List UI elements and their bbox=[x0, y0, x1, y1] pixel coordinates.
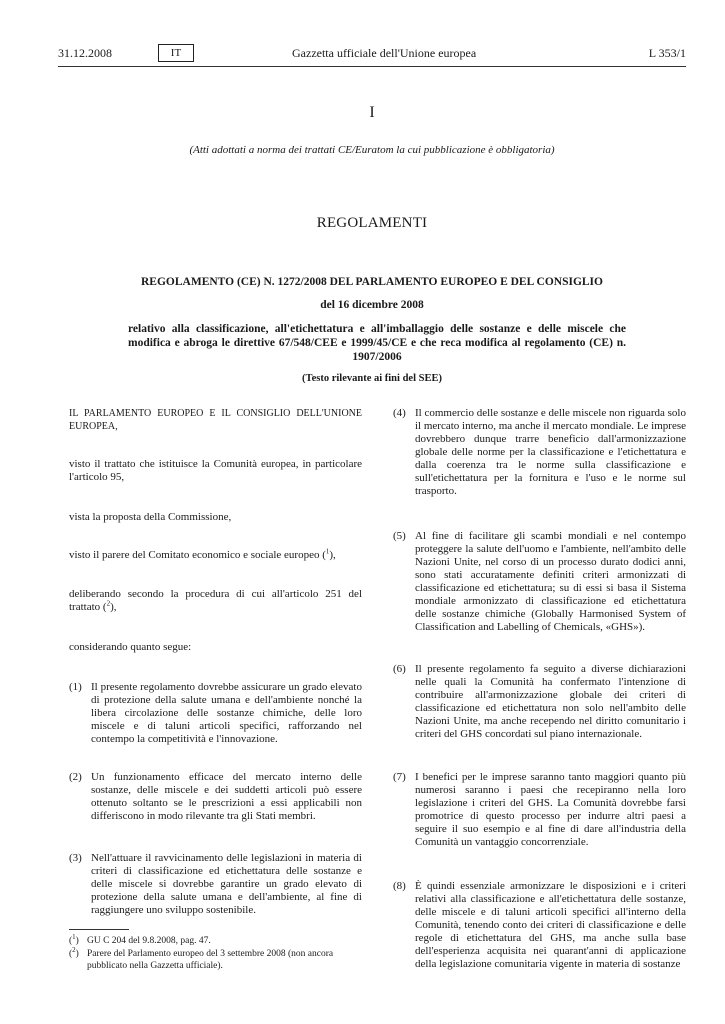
header-rule bbox=[58, 66, 686, 67]
language-code-badge: IT bbox=[158, 44, 194, 62]
recital-number: (2) bbox=[69, 771, 82, 783]
recital-8 bbox=[393, 880, 686, 978]
recital-number: (4) bbox=[393, 407, 406, 419]
recital-number: (1) bbox=[69, 681, 82, 693]
preamble-opening: IL PARLAMENTO EUROPEO E IL CONSIGLIO DELL'UNIONE EUROPEA, bbox=[69, 408, 362, 432]
visto-trattato: visto il trattato che istituisce la Comunità europea, in particolare l'articolo 95, bbox=[69, 458, 362, 483]
footnote-ref-2[interactable]: 2 bbox=[106, 599, 111, 608]
footnote-rule bbox=[69, 929, 129, 930]
page-reference: L 353/1 bbox=[648, 46, 686, 60]
regulation-title: REGOLAMENTO (CE) N. 1272/2008 DEL PARLAMENTO EUROPEO E DEL CONSIGLIO bbox=[141, 276, 603, 288]
recital-text: Il commercio delle sostanze e delle miscele non riguarda solo il mercato interno, ma anche il mercato mondiale. Le imprese dovrebbero dunque trarre beneficio dall'armonizzazione globale delle norme per la classificazione e l'etichettatura e dalla coerenza tra le norme sulla classificazione e sull'etichettatura per la fornitura e l'uso e le norme sul trasporto. bbox=[415, 407, 686, 497]
recital-4 bbox=[393, 407, 686, 503]
recital-text: Nell'attuare il ravvicinamento delle legislazioni in materia di criteri di classificazione ed etichettatura delle sostanze e delle miscele si dovrebbe garantire un grado elevato di protezione della salute umana e dell'ambiente, al fine di raggiungere uno sviluppo sostenibile. bbox=[91, 852, 362, 916]
recital-6 bbox=[393, 663, 686, 747]
category-heading: REGOLAMENTI bbox=[316, 215, 428, 231]
recital-number: (8) bbox=[393, 880, 406, 892]
considerando: considerando quanto segue: bbox=[69, 641, 192, 653]
recital-3 bbox=[69, 852, 362, 922]
recital-text: I benefici per le imprese saranno tanto maggiori quanto più numerosi saranno i paesi che recepiranno nella loro legislazione i criteri del GHS. La Comunità dovrebbe farsi promotrice di questo processo per indurre altri paesi a seguire il suo esempio e al fine di dare all'industria della Comunità un vantaggio concorrenziale. bbox=[415, 771, 686, 848]
recital-number: (7) bbox=[393, 771, 406, 783]
publication-date: 31.12.2008 bbox=[58, 46, 112, 60]
recital-text: Il presente regolamento fa seguito a diverse dichiarazioni nelle quali la Comunità ha confermato l'intenzione di contribuire all'armonizzazione globale dei criteri di classificazione ed etichettatura non solo nell'ambito delle Nazioni Unite, ma anche recependo nel diritto comunitario i criteri del GHS concordati sul piano internazionale. bbox=[415, 663, 686, 740]
journal-title: Gazzetta ufficiale dell'Unione europea bbox=[292, 46, 477, 60]
footnote-ref-1[interactable]: 1 bbox=[325, 547, 330, 556]
footnote-2: ($^2$) Parere del Parlamento europeo del 3 settembre 2008 (non ancora pubblicato nella Gazzetta ufficiale). bbox=[69, 945, 334, 971]
recital-5 bbox=[393, 530, 686, 640]
section-note: (Atti adottati a norma dei trattati CE/Euratom la cui pubblicazione è obbligatoria) bbox=[189, 144, 555, 156]
recital-text: Al fine di facilitare gli scambi mondiali e nel contempo proteggere la salute dell'uomo e l'ambiente, nell'ambito delle Nazioni Unite, nel corso di un processo durato dodici anni, sono stati accuratamente definiti criteri armonizzati di classificazione ed etichettatura; su di essi si basa il Sistema mondiale armonizzato di classificazione ed etichettatura delle sostanze chimiche (Globally Harmonised System of Classification and Labelling of Chemicals, «GHS»). bbox=[415, 530, 686, 633]
recital-2 bbox=[69, 771, 362, 827]
deliberando: deliberando secondo la procedura di cui all'articolo 251 del trattato ($^2$), bbox=[69, 588, 362, 613]
recital-number: (5) bbox=[393, 530, 406, 542]
footnote-1: ($^1$) GU C 204 del 9.8.2008, pag. 47. bbox=[69, 932, 211, 946]
recital-text: Un funzionamento efficace del mercato interno delle sostanze, delle miscele e dei suddetti articoli può essere ottenuto soltanto se le prescrizioni a essi applicabili non differiscono in modo rilevante tra gli Stati membri. bbox=[91, 771, 362, 822]
regulation-subject: relativo alla classificazione, all'etichettatura e all'imballaggio delle sostanze e delle miscele che modifica e abroga le direttive 67/548/CEE e 1999/45/CE e che reca modifica al regolamento (CE) n. 1907/2006 bbox=[128, 323, 626, 363]
recital-1 bbox=[69, 681, 362, 751]
recital-text: Il presente regolamento dovrebbe assicurare un grado elevato di protezione della salute umana e dell'ambiente nonché la libera circolazione delle sostanze chimiche, delle loro miscele e di taluni articoli specifici, rafforzando nel contempo la competitività e l'innovazione. bbox=[91, 681, 362, 745]
section-numeral: I bbox=[369, 104, 375, 121]
recital-number: (6) bbox=[393, 663, 406, 675]
regulation-date: del 16 dicembre 2008 bbox=[320, 299, 424, 311]
recital-7 bbox=[393, 771, 686, 855]
vista-proposta: vista la proposta della Commissione, bbox=[69, 511, 232, 523]
visto-parere: visto il parere del Comitato economico e sociale europeo ($^1$), bbox=[69, 547, 336, 561]
recital-text: È quindi essenziale armonizzare le disposizioni e i criteri relativi alla classificazione e all'etichettatura delle sostanze, delle miscele e di taluni articoli specifici all'interno della Comunità, tenendo conto dei criteri di classificazione e delle regole di etichettatura del GHS, ma anche sulla base dell'esperienza acquisita nei quarant'anni di applicazione della legislazione comunitaria vigente in materia di sostanze bbox=[415, 880, 686, 970]
eea-relevance-note: (Testo rilevante ai fini del SEE) bbox=[302, 373, 442, 384]
recital-number: (3) bbox=[69, 852, 82, 864]
